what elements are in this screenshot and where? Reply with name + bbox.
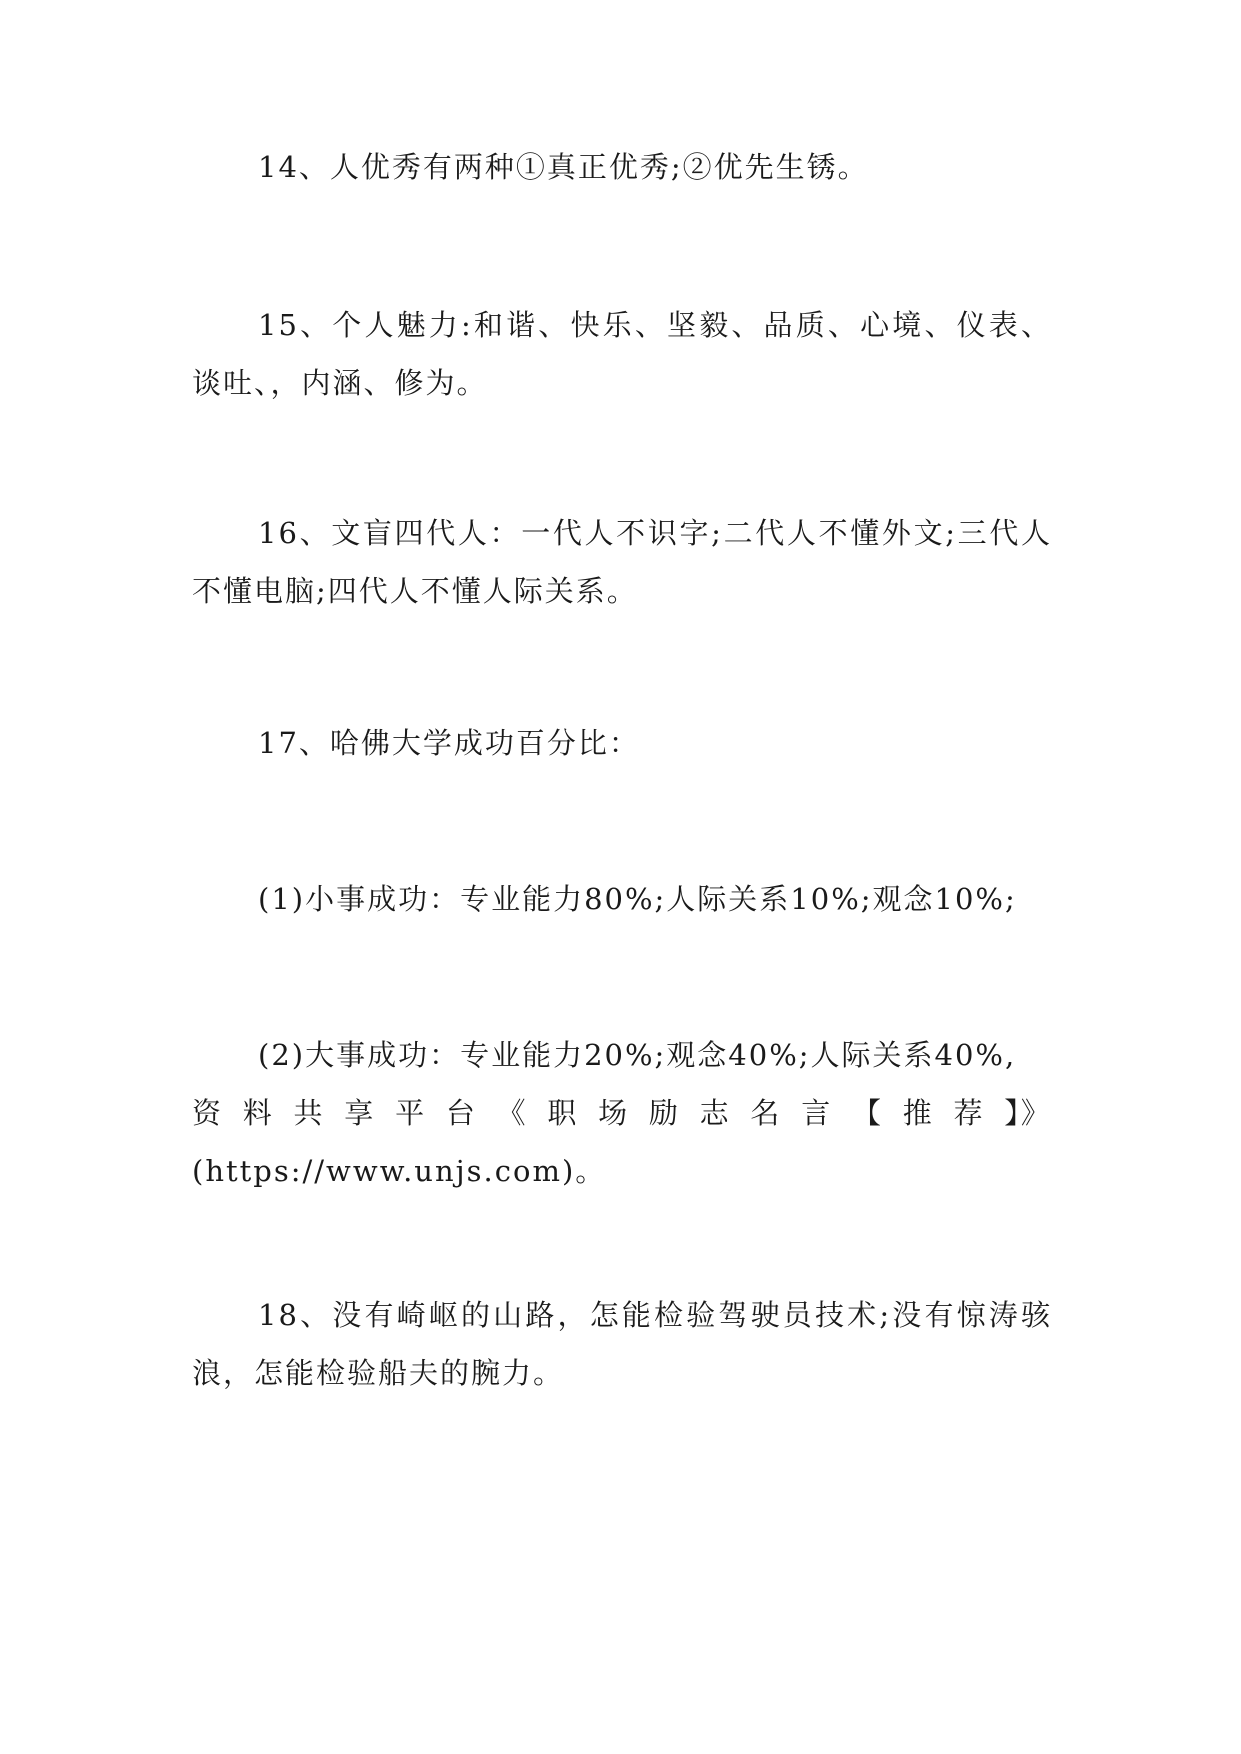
- paragraph-17: 17、哈佛大学成功百分比：: [258, 726, 640, 760]
- paragraph-14: 14、人优秀有两种①真正优秀;②优先生锈。: [258, 150, 869, 184]
- paragraph-17-item-2-line-2: [192, 1084, 1052, 1142]
- paragraph-17-item-2: [192, 1026, 1052, 1200]
- spread-char: 言: [801, 1096, 833, 1130]
- spread-char: 场: [598, 1096, 630, 1130]
- spread-char: 荐: [953, 1096, 985, 1130]
- paragraph-17-item-2-line-3: (https://www.unjs.com)。: [192, 1154, 607, 1188]
- spread-char: 职: [547, 1096, 579, 1130]
- paragraph-17-item-1: (1)小事成功：专业能力80%;人际关系10%;观念10%;: [258, 882, 1017, 916]
- spread-char: 名: [750, 1096, 782, 1130]
- spread-char: 台: [445, 1096, 477, 1130]
- spread-char: 《: [496, 1096, 528, 1130]
- spread-char: 平: [395, 1096, 427, 1130]
- spread-char: 励: [648, 1096, 680, 1130]
- spread-char: 】》: [1004, 1096, 1052, 1130]
- spread-char: 享: [344, 1096, 376, 1130]
- spread-char: 【: [851, 1096, 883, 1130]
- spread-char: 料: [242, 1096, 274, 1130]
- spread-char: 志: [699, 1096, 731, 1130]
- paragraph-16: 16、文盲四代人：一代人不识字;二代人不懂外文;三代人不懂电脑;四代人不懂人际关系。: [192, 516, 1052, 608]
- paragraph-17-item-2-line-1: (2)大事成功：专业能力20%;观念40%;人际关系40%,: [258, 1038, 1017, 1072]
- spread-char: 推: [902, 1096, 934, 1130]
- spread-char: 共: [293, 1096, 325, 1130]
- spread-char: 资: [192, 1096, 224, 1130]
- paragraph-15: 15、个人魅力:和谐、快乐、坚毅、品质、心境、仪表、谈吐、，内涵、修为。: [192, 308, 1052, 400]
- paragraph-18: 18、没有崎岖的山路，怎能检验驾驶员技术;没有惊涛骇浪，怎能检验船夫的腕力。: [192, 1298, 1052, 1390]
